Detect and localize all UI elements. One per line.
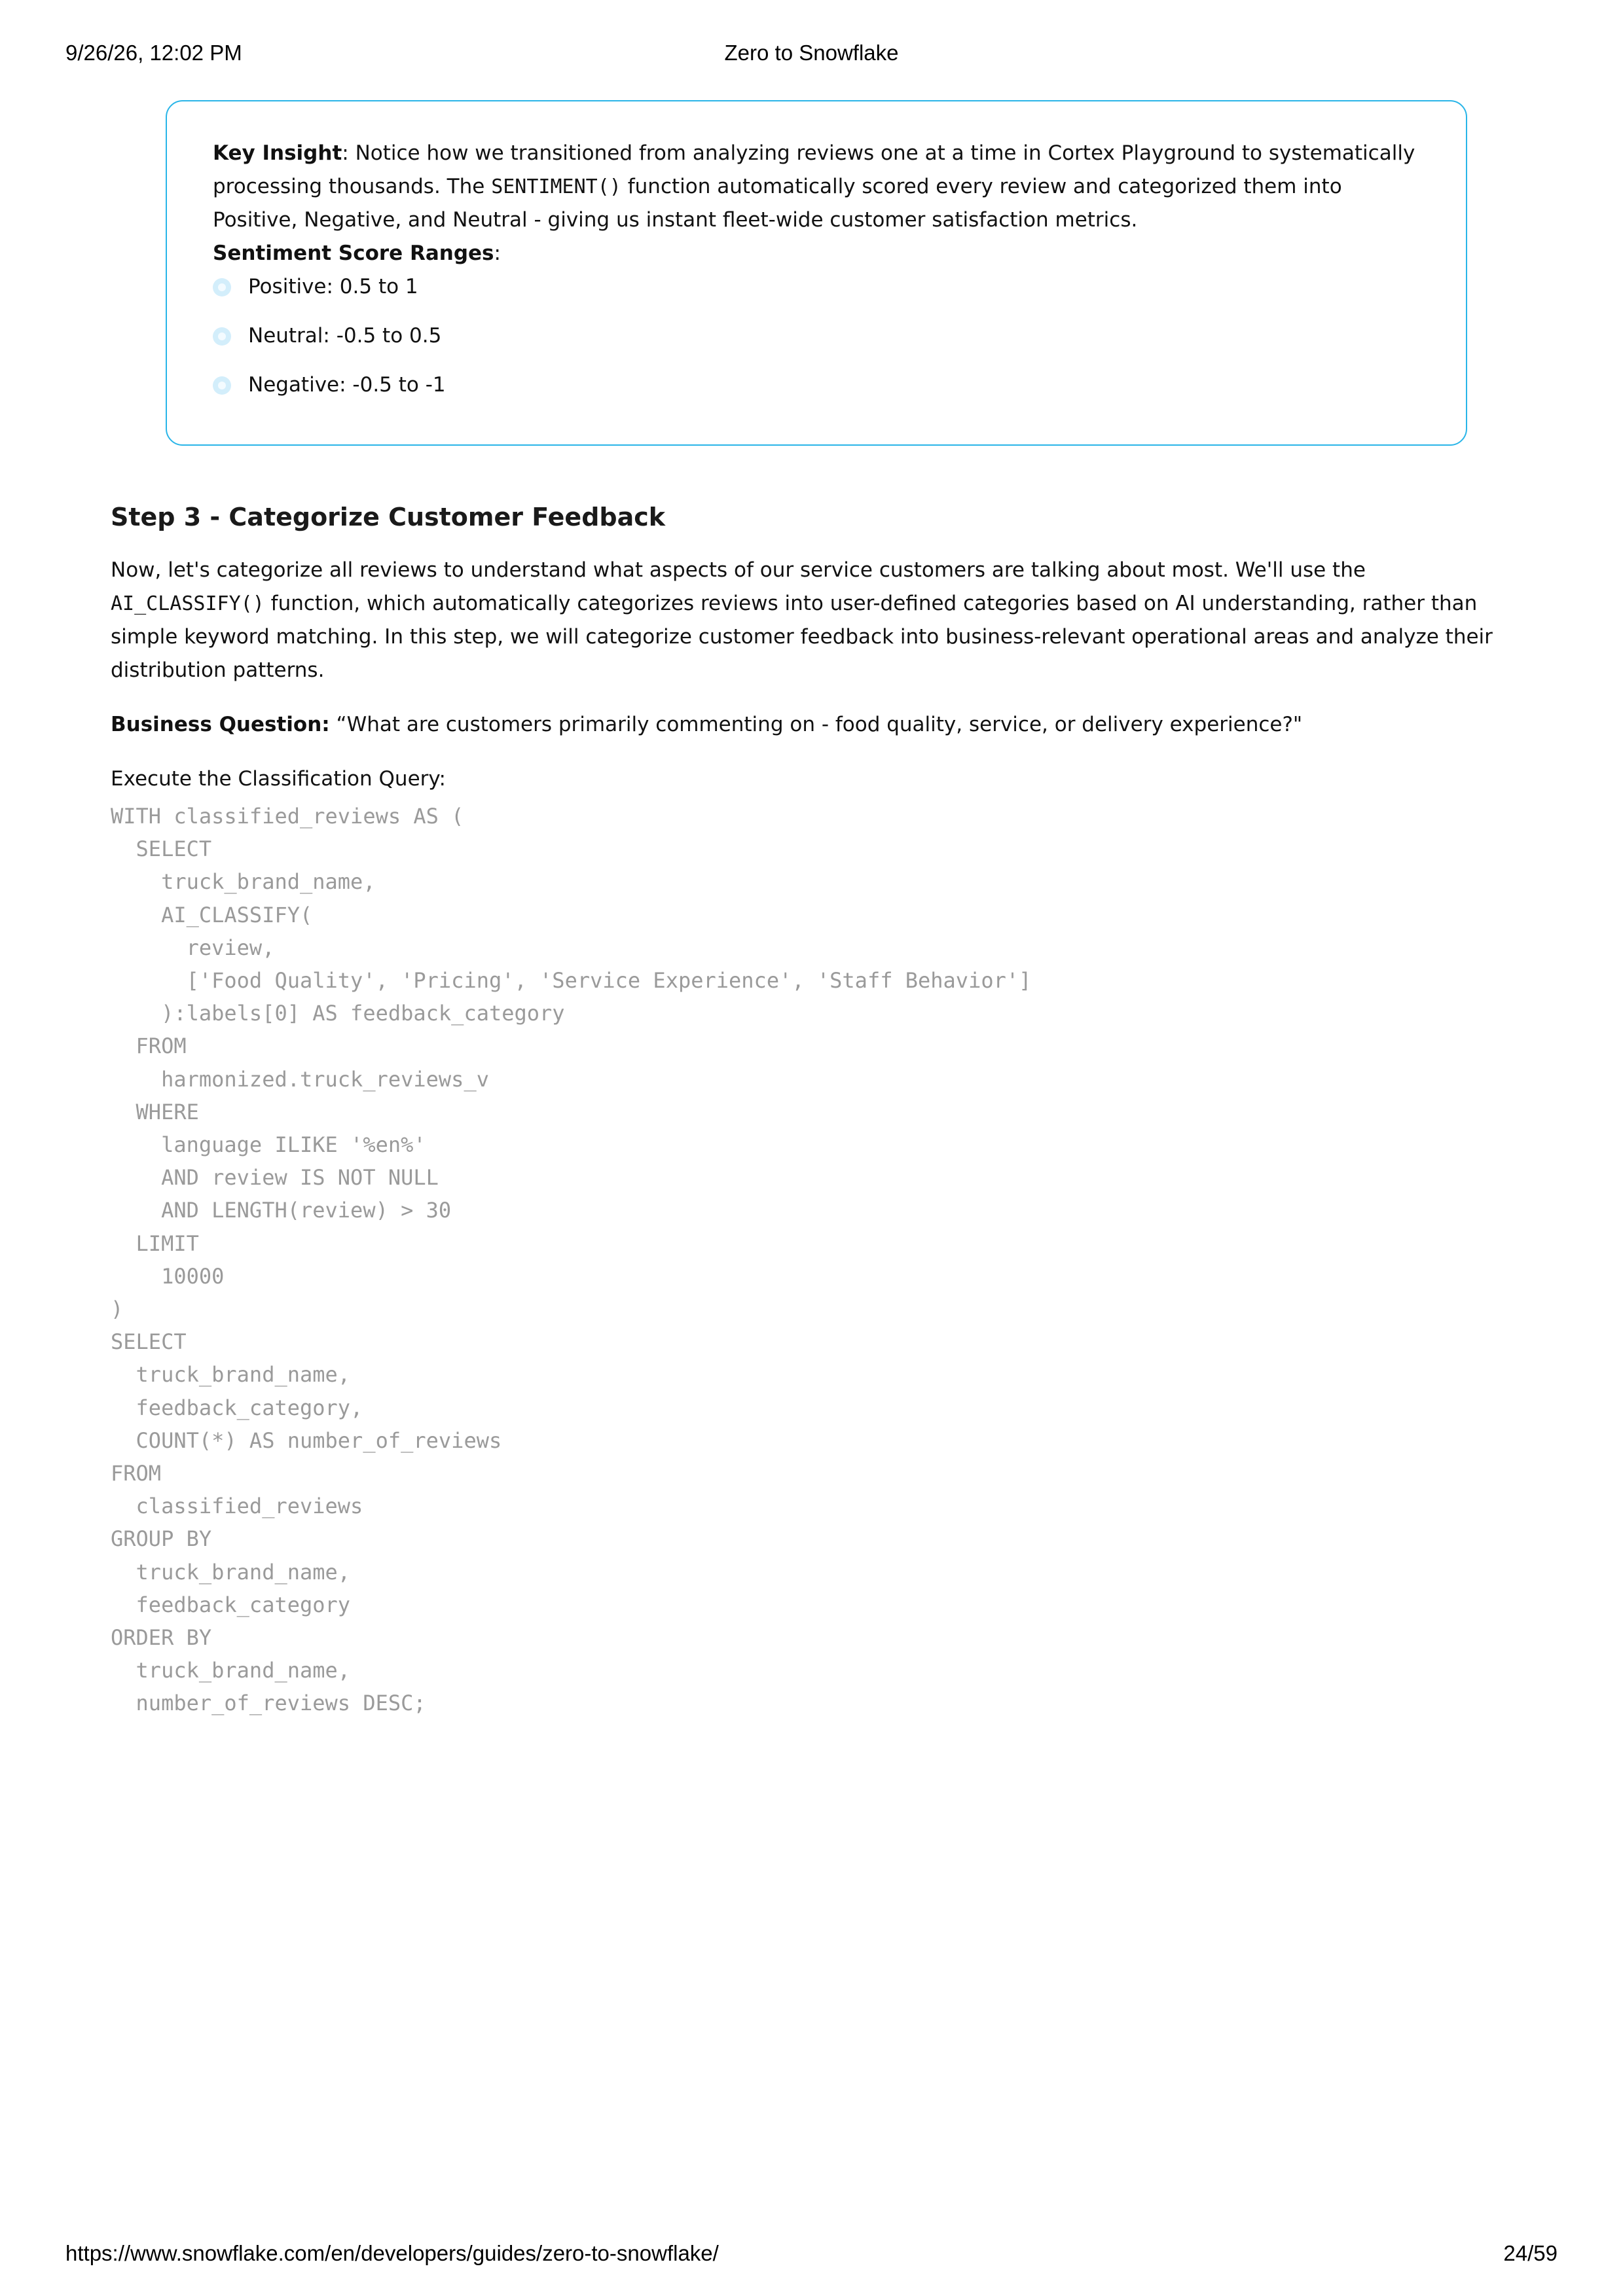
- print-footer: [0, 2241, 1623, 2270]
- question-label: Business Question:: [111, 713, 330, 736]
- ranges-label: Sentiment Score Ranges: [213, 242, 494, 265]
- question-text: “What are customers primarily commenting on - food quality, service, or delivery experience?": [329, 713, 1303, 736]
- step-title: Step 3 - Categorize Customer Feedback: [111, 503, 666, 531]
- execute-instruction: Execute the Classification Query:: [111, 767, 446, 791]
- sentiment-ranges-list: [213, 270, 1420, 402]
- key-insight-label: Key Insight: [213, 141, 342, 165]
- list-item: [213, 368, 1420, 402]
- classification-sql-code-block[interactable]: WITH classified_reviews AS ( SELECT truck_brand_name, AI_CLASSIFY( review, ['Food Quality', 'Pricing', 'Service Experience', 'Staff Behavior'] ):labels[0] AS feedback_category FROM harmonized.truck_reviews_v WHERE language ILIKE '%en%' AND review IS NOT NULL AND LENGTH(review) > 30 LIMIT 10000 ) SELECT truck_brand_name, feedback_category, COUNT(*) AS number_of_reviews FROM classified_reviews GROUP BY truck_brand_name, feedback_category ORDER BY truck_brand_name, number_of_reviews DESC;: [111, 804, 1032, 1716]
- key-insight-text: : Notice how we transitioned from analyzing reviews one at a time in Cortex Playground to systematically processing thousands. The: [213, 141, 1415, 198]
- bullet-dot-icon: [213, 327, 231, 346]
- page-number: 24/59: [1503, 2241, 1558, 2265]
- step-section: [111, 497, 1525, 817]
- range-positive: Positive: 0.5 to 1: [248, 275, 418, 298]
- list-item: [213, 270, 1420, 304]
- print-datetime: 9/26/26, 12:02 PM: [65, 41, 242, 65]
- ai-classify-code: AI_CLASSIFY(): [111, 592, 264, 615]
- intro-text: Now, let's categorize all reviews to understand what aspects of our service customers are talking about most. We'll use the: [111, 558, 1366, 582]
- bullet-dot-icon: [213, 278, 231, 296]
- bullet-dot-icon: [213, 376, 231, 395]
- sentiment-function-code: SENTIMENT(): [491, 175, 621, 198]
- key-insight-text-cont: function automatically scored every review and categorized them into Positive, Negative, and Neutral - giving us instant fleet-wide customer satisfaction metrics.: [213, 175, 1342, 232]
- key-insight-callout: [166, 100, 1467, 446]
- key-insight-paragraph: [213, 137, 1420, 237]
- intro-text-cont: function, which automatically categorizes reviews into user-defined categories based on AI understanding, rather than simple keyword matching. In this step, we will categorize customer feedback into business-relevant operational areas and analyze their distribution patterns.: [111, 592, 1493, 682]
- step-intro: [111, 554, 1525, 687]
- range-neutral: Neutral: -0.5 to 0.5: [248, 324, 442, 348]
- print-header: [0, 41, 1623, 69]
- ranges-colon: :: [494, 242, 501, 265]
- page-url: https://www.snowflake.com/en/developers/guides/zero-to-snowflake/: [65, 2241, 719, 2265]
- print-title: Zero to Snowflake: [724, 41, 899, 65]
- range-negative: Negative: -0.5 to -1: [248, 373, 446, 397]
- list-item: [213, 319, 1420, 353]
- business-question: [111, 708, 1525, 742]
- ranges-heading: [213, 237, 1420, 270]
